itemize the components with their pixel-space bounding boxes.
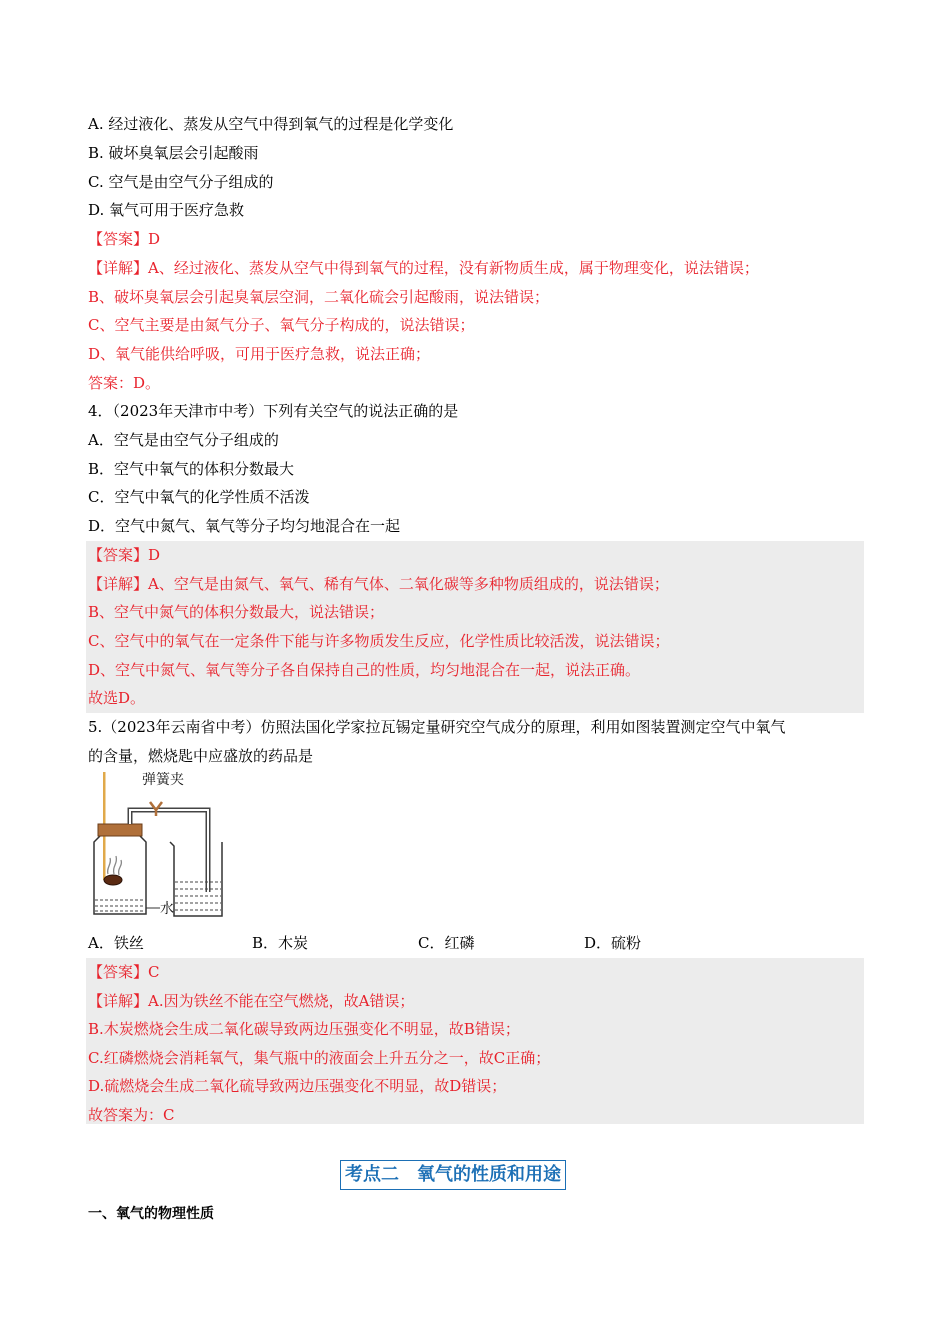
q4-explanation-line: B、空气中氮气的体积分数最大，说法错误；: [88, 603, 385, 621]
section-title: 考点二 氧气的性质和用途: [340, 1160, 566, 1190]
q5-stem-line: 5.（2023年云南省中考）仿照法国化学家拉瓦锡定量研究空气成分的原理，利用如图装置测定空气中氧气: [88, 718, 786, 736]
q5-explanation-line: 故答案为：C: [88, 1106, 175, 1124]
q3-explanation-line: 【详解】A、经过液化、蒸发从空气中得到氧气的过程，没有新物质生成，属于物理变化，说法错误；: [88, 259, 759, 277]
q3-option-a: A. 经过液化、蒸发从空气中得到氧气的过程是化学变化: [88, 115, 454, 133]
glass-tube: [130, 810, 208, 892]
sub-heading: 一、氧气的物理性质: [88, 1206, 214, 1222]
oxygen-measurement-apparatus-figure: [86, 772, 236, 922]
burning-spoon: [104, 875, 122, 885]
smoke-icon: [108, 856, 122, 875]
q4-explanation-line: D、空气中氮气、氧气等分子各自保持自己的性质，均匀地混合在一起，说法正确。: [88, 661, 641, 679]
q3-explanation-line: C、空气主要是由氮气分子、氧气分子构成的，说法错误；: [88, 316, 475, 334]
q4-explanation-line: 【详解】A、空气是由氮气、氧气、稀有气体、二氧化碳等多种物质组成的，说法错误；: [88, 575, 669, 593]
q3-answer: 【答案】D: [88, 230, 161, 248]
q5-explanation-line: 【详解】A.因为铁丝不能在空气燃烧，故A错误；: [88, 992, 415, 1010]
q5-option-c: C．红磷: [418, 934, 475, 952]
q5-explanation-line: C.红磷燃烧会消耗氧气，集气瓶中的液面会上升五分之一，故C正确；: [88, 1049, 551, 1067]
q3-option-d: D. 氧气可用于医疗急救: [88, 201, 245, 219]
q5-option-b: B．木炭: [252, 934, 309, 952]
beaker: [170, 842, 222, 916]
q4-option-a: A．空气是由空气分子组成的: [88, 431, 279, 449]
q5-answer: 【答案】C: [88, 963, 160, 981]
gas-bottle: [94, 834, 146, 914]
q5-explanation-line: B.木炭燃烧会生成二氧化碳导致两边压强变化不明显，故B错误；: [88, 1020, 520, 1038]
q4-explanation-line: 故选D。: [88, 689, 146, 707]
q3-explanation-line: D、氧气能供给呼吸，可用于医疗急救，说法正确；: [88, 345, 431, 363]
q5-stem-line: 的含量，燃烧匙中应盛放的药品是: [88, 747, 314, 765]
q3-option-c: C. 空气是由空气分子组成的: [88, 173, 274, 191]
q5-option-a: A．铁丝: [88, 934, 144, 952]
q5-explanation-line: D.硫燃烧会生成二氧化硫导致两边压强变化不明显，故D错误；: [88, 1077, 507, 1095]
water-label: 水: [160, 901, 174, 917]
rubber-stopper: [98, 824, 142, 836]
clamp-label: 弹簧夹: [142, 772, 184, 788]
q3-explanation-line: 答案：D。: [88, 374, 161, 392]
q5-option-d: D．硫粉: [584, 934, 642, 952]
q4-option-d: D．空气中氮气、氧气等分子均匀地混合在一起: [88, 517, 401, 535]
q4-stem: 4．（2023年天津市中考）下列有关空气的说法正确的是: [88, 402, 459, 420]
q4-explanation-line: C、空气中的氧气在一定条件下能与许多物质发生反应，化学性质比较活泼，说法错误；: [88, 632, 670, 650]
q3-explanation-line: B、破坏臭氧层会引起臭氧层空洞，二氧化硫会引起酸雨，说法错误；: [88, 288, 550, 306]
q4-option-b: B．空气中氧气的体积分数最大: [88, 460, 295, 478]
q4-option-c: C．空气中氧气的化学性质不活泼: [88, 488, 310, 506]
q4-answer: 【答案】D: [88, 546, 161, 564]
q3-option-b: B. 破坏臭氧层会引起酸雨: [88, 144, 259, 162]
